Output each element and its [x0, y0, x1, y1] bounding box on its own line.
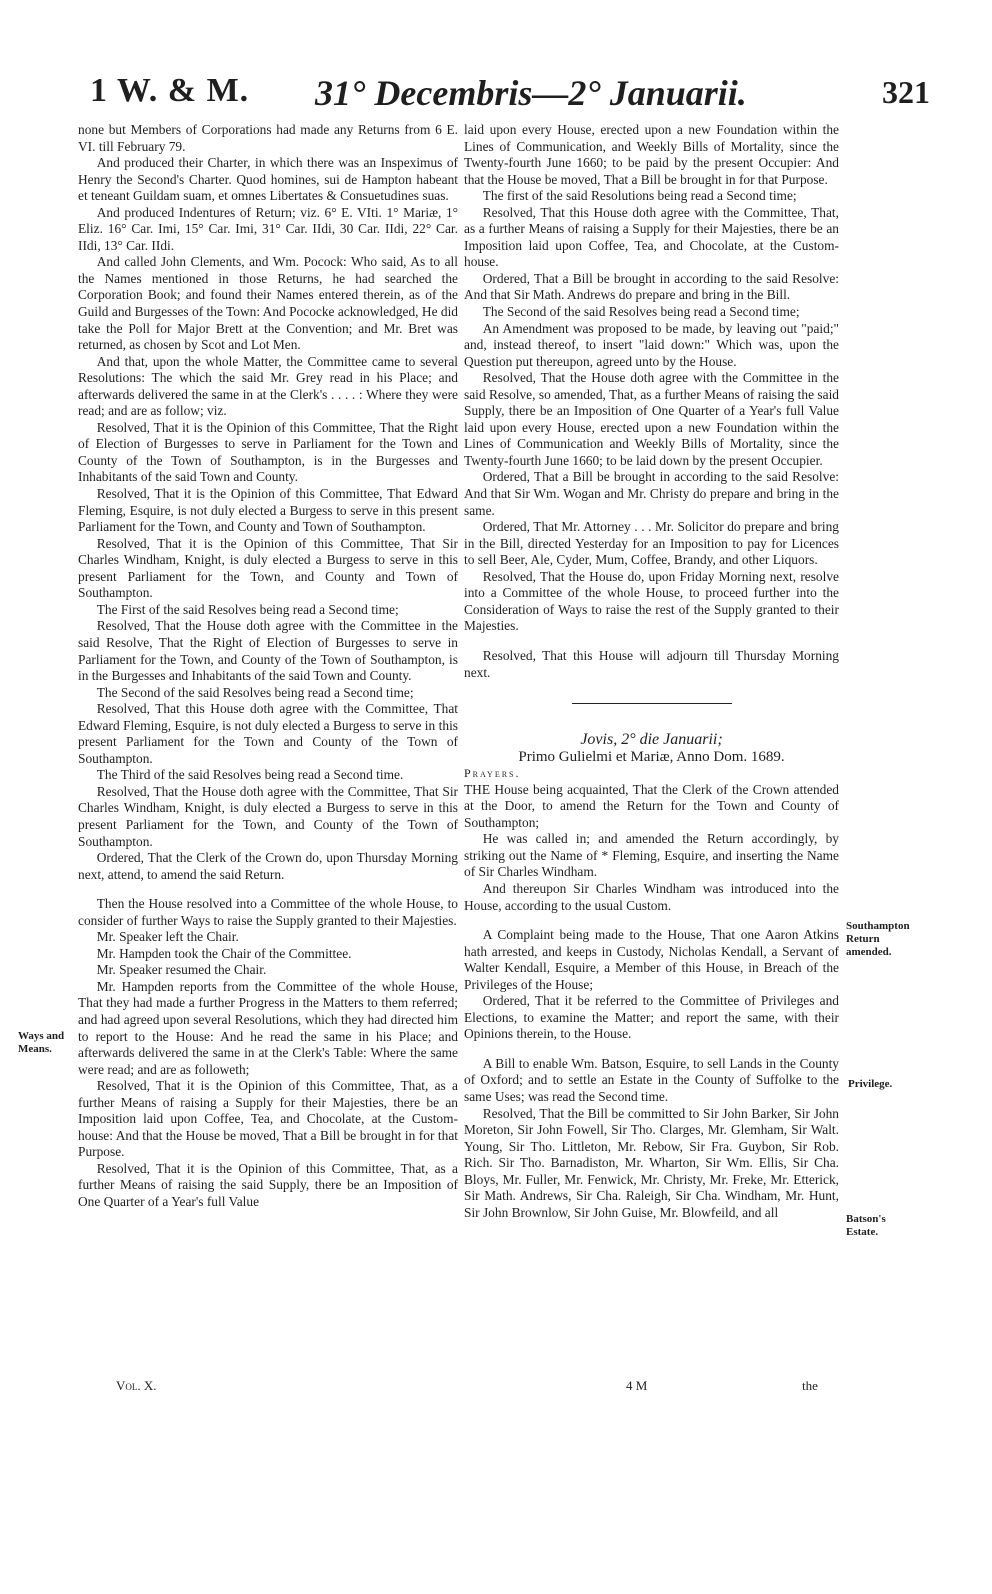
page-number: 321 — [882, 74, 930, 110]
signature-mark: 4 M — [626, 1378, 648, 1393]
margin-note-ways-and-means: Ways and Means. — [18, 1030, 65, 1055]
prayers-heading: Prayers. — [464, 766, 521, 781]
catchword: the — [802, 1378, 818, 1393]
paragraph: none but Members of Corporations had made any Returns from 6 E. VI. till February 79. — [78, 122, 458, 154]
paragraph: The First of the said Resolves being read a Second time; — [96, 601, 399, 617]
left-column — [78, 122, 458, 1211]
paragraph: THE House being acquainted, That the Clerk of the Crown attended at the Door, to amend the Return for the Town and County of Southampton; — [464, 781, 839, 830]
paragraph: An Amendment was proposed to be made, by leaving out "paid;" and, instead thereof, to insert "laid down:" Which was, upon the Question put thereupon, agreed unto by the House. — [464, 320, 839, 369]
resolution: Resolved, That it is the Opinion of this Committee, That Edward Fleming, Esquire, is not duly elected a Burgess to serve in this present Parliament for the Town, and County and Town of Southampton. — [78, 486, 458, 535]
order: Ordered, That a Bill be brought in according to the said Resolve: And that Sir Math. Andrews do prepare and bring in the Bill. — [464, 270, 839, 303]
paragraph: The first of the said Resolutions being read a Second time; — [482, 188, 797, 204]
regnal-year: 1 W. & M. — [90, 72, 250, 109]
order: Ordered, That Mr. Attorney . . . Mr. Solicitor do prepare and bring in the Bill, directed Yesterday for an Imposition to pay for Licences to sell Beer, Ale, Cyder, Mum, Coffee, Brandy, and other Liquors. — [464, 519, 839, 568]
order: Ordered, That the Clerk of the Crown do, upon Thursday Morning next, attend, to amend the said Return. — [78, 850, 458, 882]
resolution: Resolved, That this House will adjourn till Thursday Morning next. — [464, 647, 839, 680]
paragraph: Mr. Hampden reports from the Committee of the whole House, That they had made a further Progress in the Matters to them referred; and had agreed upon several Resolutions, which they had directed him to report to the House: And he read the same in his Place; and afterwards delivered the same in at the Clerk's Table: Where the same were read; and are as followeth; — [78, 978, 458, 1077]
resolution: Resolved, That the Bill be committed to Sir John Barker, Sir John Moreton, Sir John Fowell, Sir Tho. Clarges, Mr. Glemham, Sir Walt. Young, Sir Tho. Littleton, Mr. Rebow, Sir Fra. Guybon, Sir Rob. Rich. Sir Tho. Barnadiston, Mr. Wharton, Sir Wm. Ellis, Sir Cha. Bloys, Mr. Fuller, Mr. Fenwick, Mr. Christy, Mr. Freke, Mr. Etterick, Sir Math. Andrews, Sir Cha. Raleigh, Sir Cha. Windham, Mr. Hunt, Sir John Brownlow, Sir John Guise, Mr. Blowfeild, and all — [464, 1105, 839, 1220]
margin-note-privilege: Privilege. — [848, 1078, 893, 1090]
margin-note-batson: Batson's Estate. — [846, 1213, 886, 1238]
paragraph: And that, upon the whole Matter, the Committee came to several Resolutions: The which the said Mr. Grey read in his Place; and afterwards delivered the same in at the Clerk's . . . . : Where they were read; and are as follow; viz. — [78, 353, 458, 419]
paragraph: A Bill to enable Wm. Batson, Esquire, to sell Lands in the County of Oxford; and to settle an Estate in the County of Suffolke to the same Uses; was read the Second time. — [464, 1055, 839, 1104]
paragraph: The Second of the said Resolves being read a Second time; — [96, 684, 414, 700]
paragraph: Mr. Speaker left the Chair. — [96, 929, 239, 945]
paragraph: Mr. Speaker resumed the Chair. — [96, 962, 267, 978]
resolution: Resolved, That this House doth agree with the Committee, That, as a further Means of raising a Supply for their Majesties, there be an Imposition laid upon Coffee, Tea, and Chocolate, at the Custom-house. — [464, 204, 839, 270]
section-divider — [572, 703, 732, 704]
volume-label: Vol. X. — [116, 1378, 157, 1393]
resolution: Resolved, That the House doth agree with the Committee in the said Resolve, so amended, That, as a further Means of raising the said Supply, there be an Imposition of One Quarter of a Year's full Value laid upon every House, erected upon a new Foundation within the Lines of Communication and Weekly Bills of Mortality, since the Twenty-fourth June 1660; to be laid down by the present Occupier. — [464, 370, 839, 468]
right-column — [464, 122, 839, 1221]
paragraph: And thereupon Sir Charles Windham was introduced into the House, according to the usual Custom. — [464, 880, 839, 913]
day-title: Jovis, 2° die Januarii; — [580, 731, 723, 749]
paragraph: A Complaint being made to the House, That one Aaron Atkins hath arrested, and keeps in Custody, Nicholas Kendall, a Servant of Walter Kendall, Esquire, a Member of this House, in Breach of the Privileges of the House; — [464, 927, 839, 992]
paragraph: laid upon every House, erected upon a new Foundation within the Lines of Communication, and Weekly Bills of Mortality, since the Twenty-fourth June 1660; to be paid by the present Occupier: And that the House be moved, That a Bill be brought in for that Purpose. — [464, 122, 839, 187]
resolution: Resolved, That it is the Opinion of this Committee, That the Right of Election of Burgesses to serve in Parliament for the Town and County of the Town of Southampton, is in the Burgesses and Inhabitants of the said Town and County. — [78, 419, 458, 485]
paragraph: The Second of the said Resolves being read a Second time; — [482, 304, 800, 320]
paragraph: Mr. Hampden took the Chair of the Committee. — [96, 945, 352, 961]
paragraph: The Third of the said Resolves being read a Second time. — [96, 767, 404, 783]
resolution: Resolved, That it is the Opinion of this Committee, That Sir Charles Windham, Knight, is duly elected a Burgess to serve in this present Parliament for the Town, and County and Town of Southampton. — [78, 535, 458, 601]
resolution: Resolved, That the House doth agree with the Committee in the said Resolve, That the Right of Election of Burgesses to serve in Parliament for the Town, and County of the Town of Southampton, is in the Burgesses and Inhabitants of the said Town and County. — [78, 618, 458, 684]
order: Ordered, That it be referred to the Committee of Privileges and Elections, to examine the Matter; and report the same, with their Opinions therein, to the House. — [464, 993, 839, 1042]
resolution: Resolved, That it is the Opinion of this Committee, That, as a further Means of raising the said Supply, there be an Imposition of One Quarter of a Year's full Value — [78, 1160, 458, 1209]
paragraph: Then the House resolved into a Committee of the whole House, to consider of further Ways to raise the Supply granted to their Majesties. — [78, 896, 458, 928]
resolution: Resolved, That the House doth agree with the Committee, That Sir Charles Windham, Knight, is duly elected a Burgess to serve in this present Parliament for the Town, and County of the Town of Southampton. — [78, 783, 458, 849]
resolution: Resolved, That this House doth agree with the Committee, That Edward Fleming, Esquire, is not duly elected a Burgess to serve in this present Parliament for the Town and County of the Town of Southampton. — [78, 701, 458, 766]
paragraph: And called John Clements, and Wm. Pocock: Who said, As to all the Names mentioned in those Returns, he had searched the Corporation Book; and found their Names entered therein, as of the Guild and Burgesses of the Town: And Pococke acknowledged, He did take the Poll for Major Brett at the Convention; and Mr. Bret was returned, as chosen by Scot and Lot Men. — [78, 254, 458, 353]
order: Ordered, That a Bill be brought in according to the said Resolve: And that Sir Wm. Wogan and Mr. Christy do prepare and bring in the same. — [464, 469, 839, 518]
page-header — [90, 72, 930, 122]
margin-note-southampton: Southampton Return amended. — [846, 920, 910, 958]
resolution: Resolved, That it is the Opinion of this Committee, That, as a further Means of raising a Supply for their Majesties, there be an Imposition laid upon Coffee, Tea, and Chocolate, at the Custom-house: And that the House be moved, That a Bill be brought in for that Purpose. — [78, 1078, 458, 1160]
paragraph: He was called in; and amended the Return accordingly, by striking out the Name of * Fleming, Esquire, and inserting the Name of Sir Charles Windham. — [464, 831, 839, 880]
paragraph: And produced Indentures of Return; viz. 6° E. VIti. 1° Mariæ, 1° Eliz. 16° Car. Imi, 15° Car. Imi, 31° Car. IIdi, 30 Car. IIdi, 22° Car. IIdi, 13° Car. IIdi. — [78, 204, 458, 253]
paragraph: And produced their Charter, in which there was an Inspeximus of Henry the Second's Charter. Quod homines, sui de Hampton habeant et teneant Guildam suam, et omnes Libertates & Consuetudines suas. — [78, 155, 458, 204]
date-range-title: 31° Decembris—2° Januarii. — [315, 73, 747, 113]
day-subtitle: Primo Gulielmi et Mariæ, Anno Dom. 1689. — [518, 748, 785, 765]
resolution: Resolved, That the House do, upon Friday Morning next, resolve into a Committee of the whole House, to proceed further into the Consideration of Ways to raise the rest of the Supply granted to their Majesties. — [464, 568, 839, 634]
